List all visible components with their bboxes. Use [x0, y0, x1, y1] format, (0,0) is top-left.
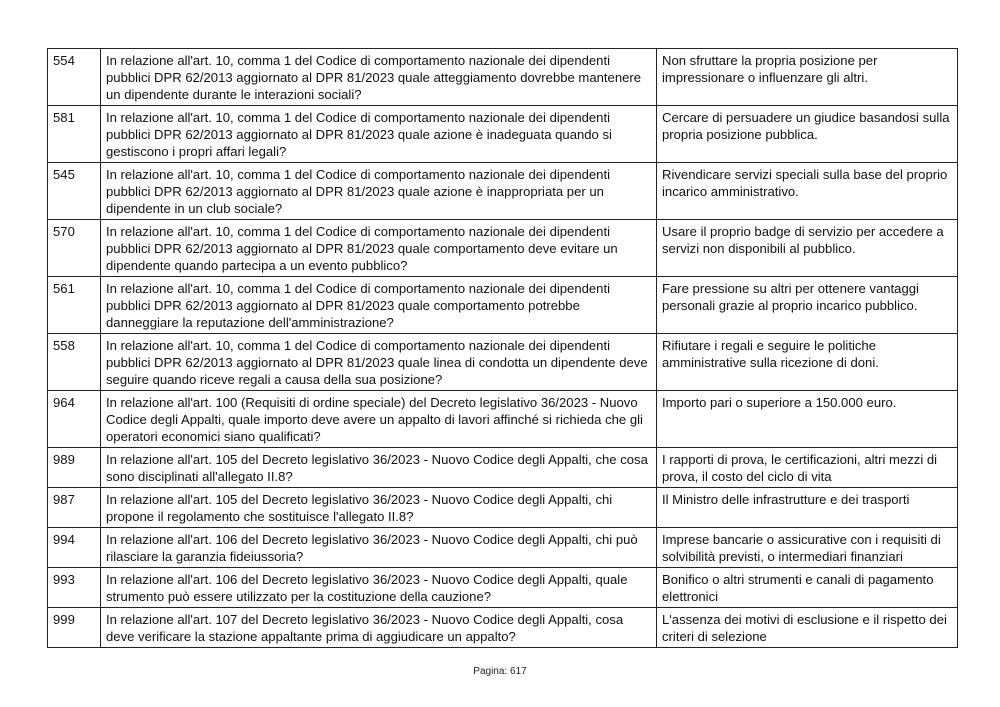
row-question: In relazione all'art. 10, comma 1 del Codice di comportamento nazionale dei dipendenti pubblici DPR 62/2013 aggiornato al DPR 81/2023 quale azione è inadeguata quando si gestiscono i propri affari legali? [101, 106, 657, 163]
row-question: In relazione all'art. 10, comma 1 del Codice di comportamento nazionale dei dipendenti pubblici DPR 62/2013 aggiornato al DPR 81/2023 quale atteggiamento dovrebbe mantenere un dipendente durante le interazioni sociali? [101, 49, 657, 106]
table-row [48, 163, 958, 220]
row-id: 993 [48, 568, 101, 608]
row-answer: Usare il proprio badge di servizio per accedere a servizi non disponibili al pubblico. [657, 220, 958, 277]
table-row [48, 528, 958, 568]
row-id: 964 [48, 391, 101, 448]
row-id: 987 [48, 488, 101, 528]
row-answer: Importo pari o superiore a 150.000 euro. [657, 391, 958, 448]
row-id: 554 [48, 49, 101, 106]
table-row [48, 220, 958, 277]
row-answer: Fare pressione su altri per ottenere vantaggi personali grazie al proprio incarico pubblico. [657, 277, 958, 334]
row-answer: Il Ministro delle infrastrutture e dei trasporti [657, 488, 958, 528]
row-question: In relazione all'art. 10, comma 1 del Codice di comportamento nazionale dei dipendenti pubblici DPR 62/2013 aggiornato al DPR 81/2023 quale comportamento deve evitare un dipendente quando partecipa a un evento pubblico? [101, 220, 657, 277]
row-question: In relazione all'art. 106 del Decreto legislativo 36/2023 - Nuovo Codice degli Appalti, chi può rilasciare la garanzia fideiussoria? [101, 528, 657, 568]
row-answer: Cercare di persuadere un giudice basandosi sulla propria posizione pubblica. [657, 106, 958, 163]
table-row [48, 49, 958, 106]
row-id: 561 [48, 277, 101, 334]
row-question: In relazione all'art. 107 del Decreto legislativo 36/2023 - Nuovo Codice degli Appalti, cosa deve verificare la stazione appaltante prima di aggiudicare un appalto? [101, 608, 657, 648]
row-question: In relazione all'art. 106 del Decreto legislativo 36/2023 - Nuovo Codice degli Appalti, quale strumento può essere utilizzato per la costituzione della cauzione? [101, 568, 657, 608]
row-question: In relazione all'art. 105 del Decreto legislativo 36/2023 - Nuovo Codice degli Appalti, che cosa sono disciplinati all'allegato II.8? [101, 448, 657, 488]
row-id: 545 [48, 163, 101, 220]
row-answer: L'assenza dei motivi di esclusione e il rispetto dei criteri di selezione [657, 608, 958, 648]
table-row [48, 448, 958, 488]
row-id: 558 [48, 334, 101, 391]
row-answer: Non sfruttare la propria posizione per impressionare o influenzare gli altri. [657, 49, 958, 106]
row-id: 999 [48, 608, 101, 648]
row-answer: I rapporti di prova, le certificazioni, altri mezzi di prova, il costo del ciclo di vita [657, 448, 958, 488]
row-id: 570 [48, 220, 101, 277]
row-id: 994 [48, 528, 101, 568]
row-question: In relazione all'art. 100 (Requisiti di ordine speciale) del Decreto legislativo 36/2023 - Nuovo Codice degli Appalti, quale importo deve avere un appalto di lavori affinché si richieda che gli operatori economici siano qualificati? [101, 391, 657, 448]
table-row [48, 568, 958, 608]
row-answer: Imprese bancarie o assicurative con i requisiti di solvibilità previsti, o intermediari finanziari [657, 528, 958, 568]
table-row [48, 277, 958, 334]
table-row [48, 106, 958, 163]
table-row [48, 488, 958, 528]
table-row [48, 608, 958, 648]
row-answer: Bonifico o altri strumenti e canali di pagamento elettronici [657, 568, 958, 608]
row-question: In relazione all'art. 10, comma 1 del Codice di comportamento nazionale dei dipendenti pubblici DPR 62/2013 aggiornato al DPR 81/2023 quale azione è inappropriata per un dipendente in un club sociale? [101, 163, 657, 220]
row-question: In relazione all'art. 10, comma 1 del Codice di comportamento nazionale dei dipendenti pubblici DPR 62/2013 aggiornato al DPR 81/2023 quale comportamento potrebbe danneggiare la reputazione dell'amministrazione? [101, 277, 657, 334]
question-table [47, 48, 958, 648]
row-question: In relazione all'art. 105 del Decreto legislativo 36/2023 - Nuovo Codice degli Appalti, chi propone il regolamento che sostituisce l'allegato II.8? [101, 488, 657, 528]
table-row [48, 334, 958, 391]
row-id: 989 [48, 448, 101, 488]
table-row [48, 391, 958, 448]
page-number: Pagina: 617 [473, 666, 527, 677]
row-question: In relazione all'art. 10, comma 1 del Codice di comportamento nazionale dei dipendenti pubblici DPR 62/2013 aggiornato al DPR 81/2023 quale linea di condotta un dipendente deve seguire quando riceve regali a causa della sua posizione? [101, 334, 657, 391]
row-answer: Rivendicare servizi speciali sulla base del proprio incarico amministrativo. [657, 163, 958, 220]
row-answer: Rifiutare i regali e seguire le politiche amministrative sulla ricezione di doni. [657, 334, 958, 391]
row-id: 581 [48, 106, 101, 163]
